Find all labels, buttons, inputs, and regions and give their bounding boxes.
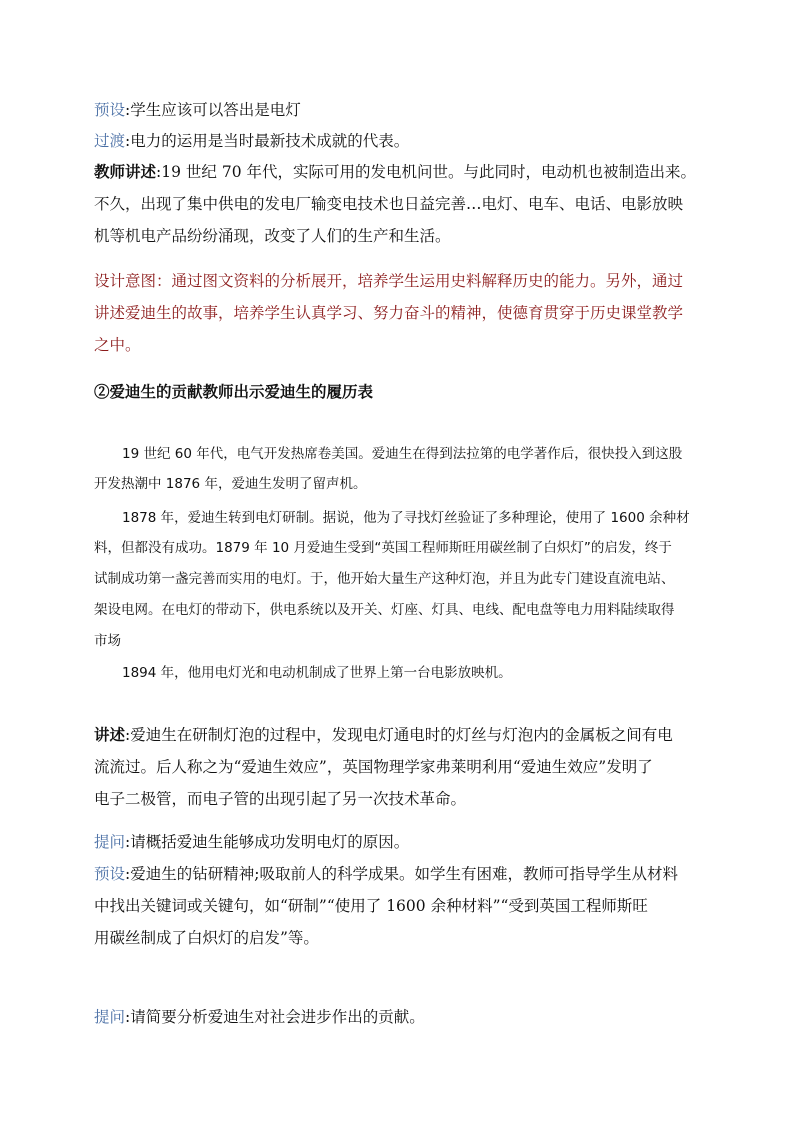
resume-paragraph-1-line-2: 开发热潮中 1876 年，爱迪生发明了留声机。	[94, 476, 367, 492]
preset-label: 预设	[94, 865, 126, 883]
transition-line	[94, 131, 409, 151]
teacher-narration-line-3: 机等机电产品纷纷涌现，改变了人们的生产和生活。	[94, 227, 451, 245]
preset-text: 学生应该可以答出是电灯	[130, 101, 301, 119]
narration-line-3: 电子二极管，而电子管的出现引起了另一次技术革命。	[94, 790, 467, 808]
design-intent-line-1: 设计意图：通过图文资料的分析展开，培养学生运用史料解释历史的能力。另外，通过	[94, 272, 684, 290]
narration-line-1	[94, 725, 673, 745]
resume-paragraph-2-line-2: 料，但都没有成功。1879 年 10 月爱迪生受到“英国工程师斯旺用碳丝制了白炽灯”的启发，终于	[94, 540, 672, 556]
preset-2-line-2: 中找出关键词或关键句，如“研制”“使用了 1600 余种材料”“受到英国工程师斯旺	[94, 897, 648, 915]
separator: :	[125, 833, 131, 851]
preset-2-text-1: 爱迪生的钻研精神;吸取前人的科学成果。如学生有困难，教师可指导学生从材料	[130, 865, 678, 883]
narration-text-1: 爱迪生在研制灯泡的过程中，发现电灯通电时的灯丝与灯泡内的金属板之间有电	[130, 726, 673, 744]
narration-label: 讲述	[94, 725, 126, 744]
resume-paragraph-1-line-1: 19 世纪 60 年代，电气开发热席卷美国。爱迪生在得到法拉第的电学著作后，很快投入到这股	[122, 446, 683, 462]
separator: :	[125, 101, 131, 119]
question-1-text: 请概括爱迪生能够成功发明电灯的原因。	[130, 833, 410, 851]
preset-2-line-1	[94, 864, 678, 884]
teacher-narration-line-2: 不久，出现了集中供电的发电厂输变电技术也日益完善…电灯、电车、电话、电影放映	[94, 195, 684, 213]
separator: :	[125, 865, 131, 883]
separator: :	[156, 163, 162, 181]
preset-label: 预设	[94, 101, 126, 119]
resume-paragraph-3-line-1: 1894 年，他用电灯光和电动机制成了世界上第一台电影放映机。	[122, 665, 512, 681]
transition-text: 电力的运用是当时最新技术成就的代表。	[130, 132, 410, 150]
preset-2-line-3: 用碳丝制成了白炽灯的启发”等。	[94, 929, 319, 947]
preset-answer-line	[94, 100, 301, 120]
question-label: 提问	[94, 1008, 126, 1026]
resume-paragraph-2-line-3: 试制成功第一盏完善而实用的电灯。于，他开始大量生产这种灯泡，并且为此专门建设直流电站、	[94, 571, 675, 587]
section-heading: ②爱迪生的贡献教师出示爱迪生的履历表	[94, 382, 374, 401]
narration-line-2: 流流过。后人称之为“爱迪生效应”，英国物理学家弗莱明利用“爱迪生效应”发明了	[94, 758, 653, 776]
question-2-text: 请简要分析爱迪生对社会进步作出的贡献。	[130, 1008, 425, 1026]
question-1-line	[94, 832, 409, 852]
resume-paragraph-2-line-5: 市场	[94, 633, 121, 649]
resume-paragraph-2-line-1: 1878 年，爱迪生转到电灯研制。据说，他为了寻找灯丝验证了多种理论，使用了 1600 余种材	[122, 510, 690, 526]
design-intent-line-3: 之中。	[94, 336, 141, 354]
separator: :	[125, 1008, 131, 1026]
separator: :	[125, 726, 131, 744]
question-label: 提问	[94, 833, 126, 851]
teacher-narration-label: 教师讲述	[94, 162, 157, 181]
teacher-narration-text-1: 19 世纪 70 年代，实际可用的发电机问世。与此同时，电动机也被制造出来。	[161, 163, 696, 181]
transition-label: 过渡	[94, 132, 126, 150]
resume-paragraph-2-line-4: 架设电网。在电灯的带动下，供电系统以及开关、灯座、灯具、电线、配电盘等电力用料陆续取得	[94, 602, 675, 618]
design-intent-line-2: 讲述爱迪生的故事，培养学生认真学习、努力奋斗的精神，使德育贯穿于历史课堂教学	[94, 304, 684, 322]
question-2-line	[94, 1007, 425, 1027]
teacher-narration-line-1	[94, 162, 696, 182]
separator: :	[125, 132, 131, 150]
